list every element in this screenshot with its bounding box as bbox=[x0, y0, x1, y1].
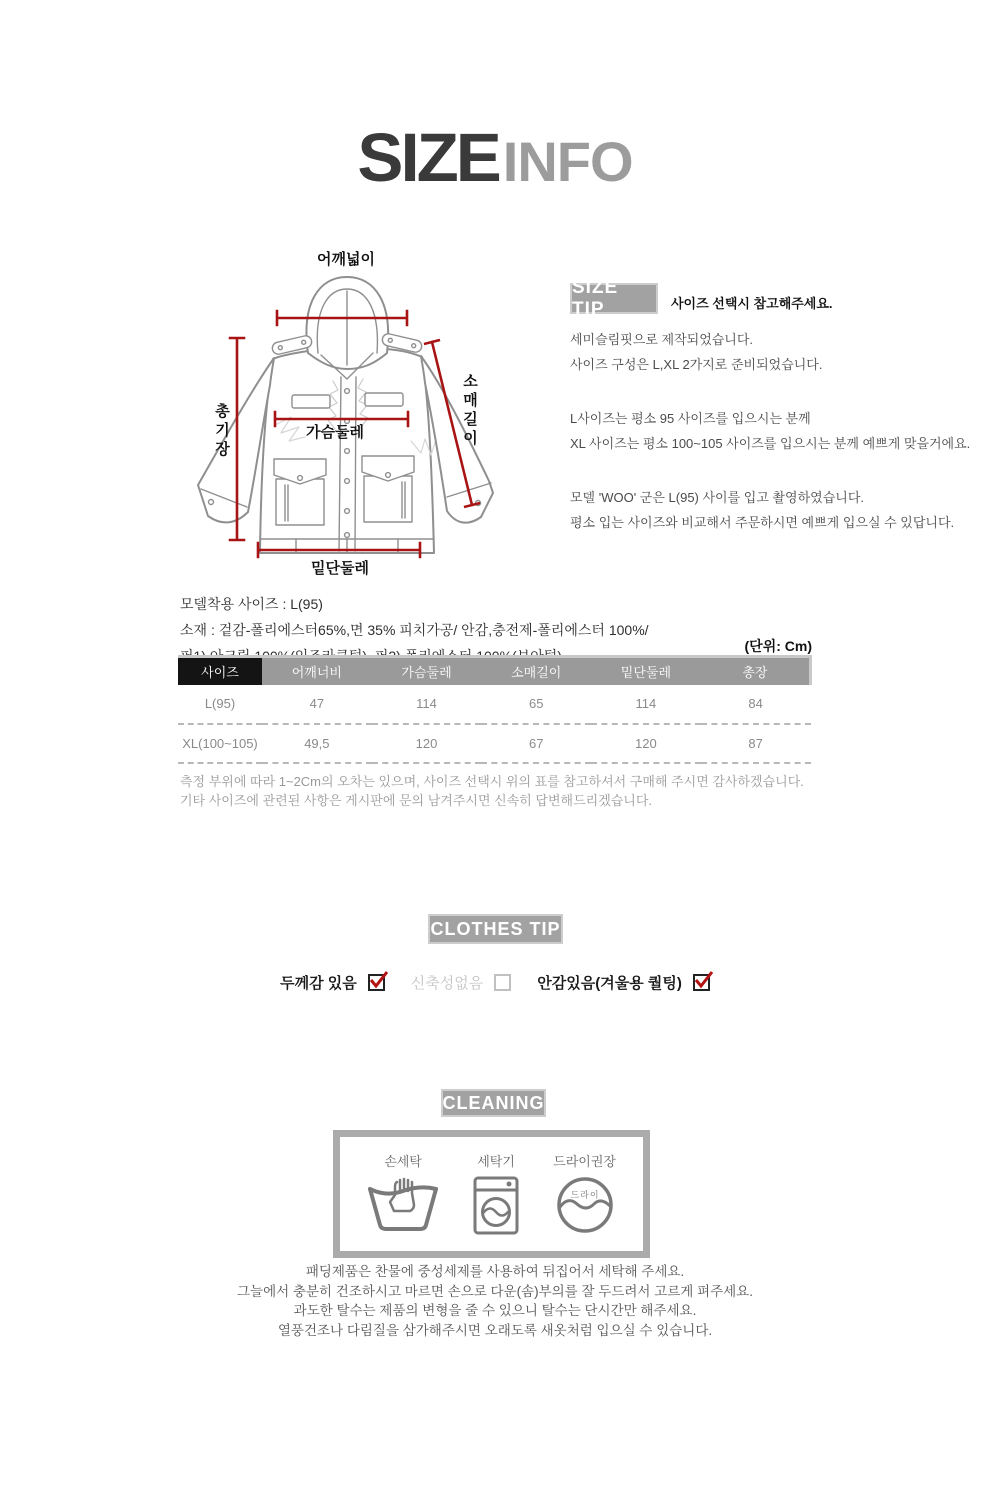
checkbox-thickness bbox=[368, 974, 385, 991]
tip-line: 사이즈 구성은 L,XL 2가지로 준비되었습니다. bbox=[570, 357, 823, 372]
cell-sleeve: 65 bbox=[481, 685, 591, 724]
cell-length: 87 bbox=[701, 724, 811, 763]
cell-size: XL(100~105) bbox=[178, 724, 262, 763]
cell-shoulder: 49,5 bbox=[262, 724, 372, 763]
tip-line: 세미슬림핏으로 제작되었습니다. bbox=[570, 332, 754, 347]
washing-machine-icon bbox=[473, 1176, 519, 1236]
note-line: 기타 사이즈에 관련된 사항은 게시판에 문의 남겨주시면 신속히 답변해드리겠습니다. bbox=[180, 793, 653, 808]
table-row bbox=[178, 685, 811, 724]
clothes-tip-badge: CLOTHES TIP bbox=[428, 914, 563, 944]
option-lining bbox=[537, 972, 710, 993]
cleaning-badge: CLEANING bbox=[441, 1089, 546, 1117]
col-header-hem: 밑단둘레 bbox=[591, 657, 701, 685]
check-icon bbox=[693, 970, 715, 990]
table-row bbox=[178, 724, 811, 763]
label-sleeve-length: 소매길이 bbox=[461, 373, 478, 449]
tip-line: XL 사이즈는 평소 100~105 사이즈를 입으시는 분께 예쁘게 맞을거에요. bbox=[570, 436, 971, 451]
page-title bbox=[0, 118, 990, 197]
cleaning-item-machine bbox=[473, 1151, 519, 1236]
cleaning-label: 세탁기 bbox=[477, 1154, 515, 1169]
cell-hem: 114 bbox=[591, 685, 701, 724]
cell-shoulder: 47 bbox=[262, 685, 372, 724]
cleaning-item-dryclean bbox=[553, 1151, 616, 1234]
label-total-length: 총기장 bbox=[213, 403, 230, 460]
dry-clean-icon bbox=[555, 1176, 615, 1234]
tip-line: 모델 'WOO' 군은 L(95) 사이를 입고 촬영하였습니다. bbox=[570, 490, 865, 505]
size-tip-subtitle: 사이즈 선택시 참고해주세요. bbox=[671, 296, 833, 311]
cell-size: L(95) bbox=[178, 685, 262, 724]
option-label: 두께감 있음 bbox=[280, 975, 357, 992]
size-table-header-row bbox=[178, 657, 811, 685]
cleaning-note-line: 그늘에서 충분히 건조하시고 마르면 손으로 다운(솜)부의를 잘 두드려서 고르게 펴주세요. bbox=[237, 1283, 753, 1299]
cleaning-notes bbox=[0, 1262, 990, 1340]
cell-hem: 120 bbox=[591, 724, 701, 763]
col-header-sleeve: 소매길이 bbox=[481, 657, 591, 685]
checkbox-lining bbox=[693, 974, 710, 991]
label-chest: 가슴둘레 bbox=[306, 424, 364, 441]
cleaning-box bbox=[333, 1130, 650, 1258]
tip-line: 평소 입는 사이즈와 비교해서 주문하시면 예쁘게 입으실 수 있답니다. bbox=[570, 515, 955, 530]
size-tip-badge: SIZE TIP bbox=[570, 283, 658, 314]
option-thickness bbox=[280, 972, 385, 993]
col-header-length: 총장 bbox=[701, 657, 811, 685]
cell-chest: 120 bbox=[372, 724, 482, 763]
col-header-size: 사이즈 bbox=[178, 657, 262, 685]
clothes-tip-options bbox=[0, 972, 990, 993]
cleaning-note-line: 과도한 탈수는 제품의 변형을 줄 수 있으니 탈수는 단시간만 해주세요. bbox=[293, 1303, 697, 1318]
cleaning-note-line: 패딩제품은 찬물에 중성세제를 사용하여 뒤집어서 세탁해 주세요. bbox=[305, 1264, 685, 1279]
size-tip-paragraph bbox=[570, 327, 990, 377]
option-label: 안감있음(겨울용 퀄팅) bbox=[537, 975, 682, 992]
label-hem: 밑단둘레 bbox=[311, 560, 369, 577]
col-header-shoulder: 어깨너비 bbox=[262, 657, 372, 685]
title-secondary: INFO bbox=[502, 130, 633, 193]
unit-label: (단위: Cm) bbox=[744, 638, 812, 654]
material-line-1: 소재 : 겉감-폴리에스터65%,면 35% 피치가공/ 안감,충전제-폴리에스터 100%/ bbox=[180, 622, 649, 638]
option-label: 신축성없음 bbox=[410, 975, 484, 992]
dry-clean-inner-text: 드라이 bbox=[570, 1190, 600, 1200]
hand-wash-icon bbox=[367, 1176, 439, 1234]
title-primary: SIZE bbox=[357, 119, 499, 196]
size-tip-paragraph bbox=[570, 406, 990, 456]
size-tip-section bbox=[570, 276, 990, 535]
note-line: 측정 부위에 따라 1~2Cm의 오차는 있으며, 사이즈 선택시 위의 표를 참고하셔서 구매해 주시면 감사하겠습니다. bbox=[180, 774, 804, 789]
jacket-measurement-diagram bbox=[175, 245, 515, 595]
cell-length: 84 bbox=[701, 685, 811, 724]
option-stretch bbox=[411, 972, 511, 993]
label-shoulder-width: 어깨넓이 bbox=[317, 251, 375, 268]
model-size-line: 모델착용 사이즈 : L(95) bbox=[180, 596, 323, 612]
cleaning-note-line: 열풍건조나 다림질을 삼가해주시면 오래도록 새옷처럼 입으실 수 있습니다. bbox=[277, 1322, 713, 1338]
cleaning-label: 드라이권장 bbox=[553, 1154, 616, 1169]
size-tip-paragraph bbox=[570, 485, 990, 535]
cleaning-item-handwash bbox=[367, 1151, 439, 1234]
tip-line: L사이즈는 평소 95 사이즈를 입으시는 분께 bbox=[570, 411, 811, 426]
table-notes bbox=[180, 772, 804, 810]
size-table bbox=[178, 655, 812, 764]
check-icon bbox=[368, 970, 390, 990]
cell-chest: 114 bbox=[372, 685, 482, 724]
checkbox-stretch bbox=[494, 974, 511, 991]
cleaning-label: 손세탁 bbox=[384, 1154, 422, 1169]
cell-sleeve: 67 bbox=[481, 724, 591, 763]
col-header-chest: 가슴둘레 bbox=[372, 657, 482, 685]
